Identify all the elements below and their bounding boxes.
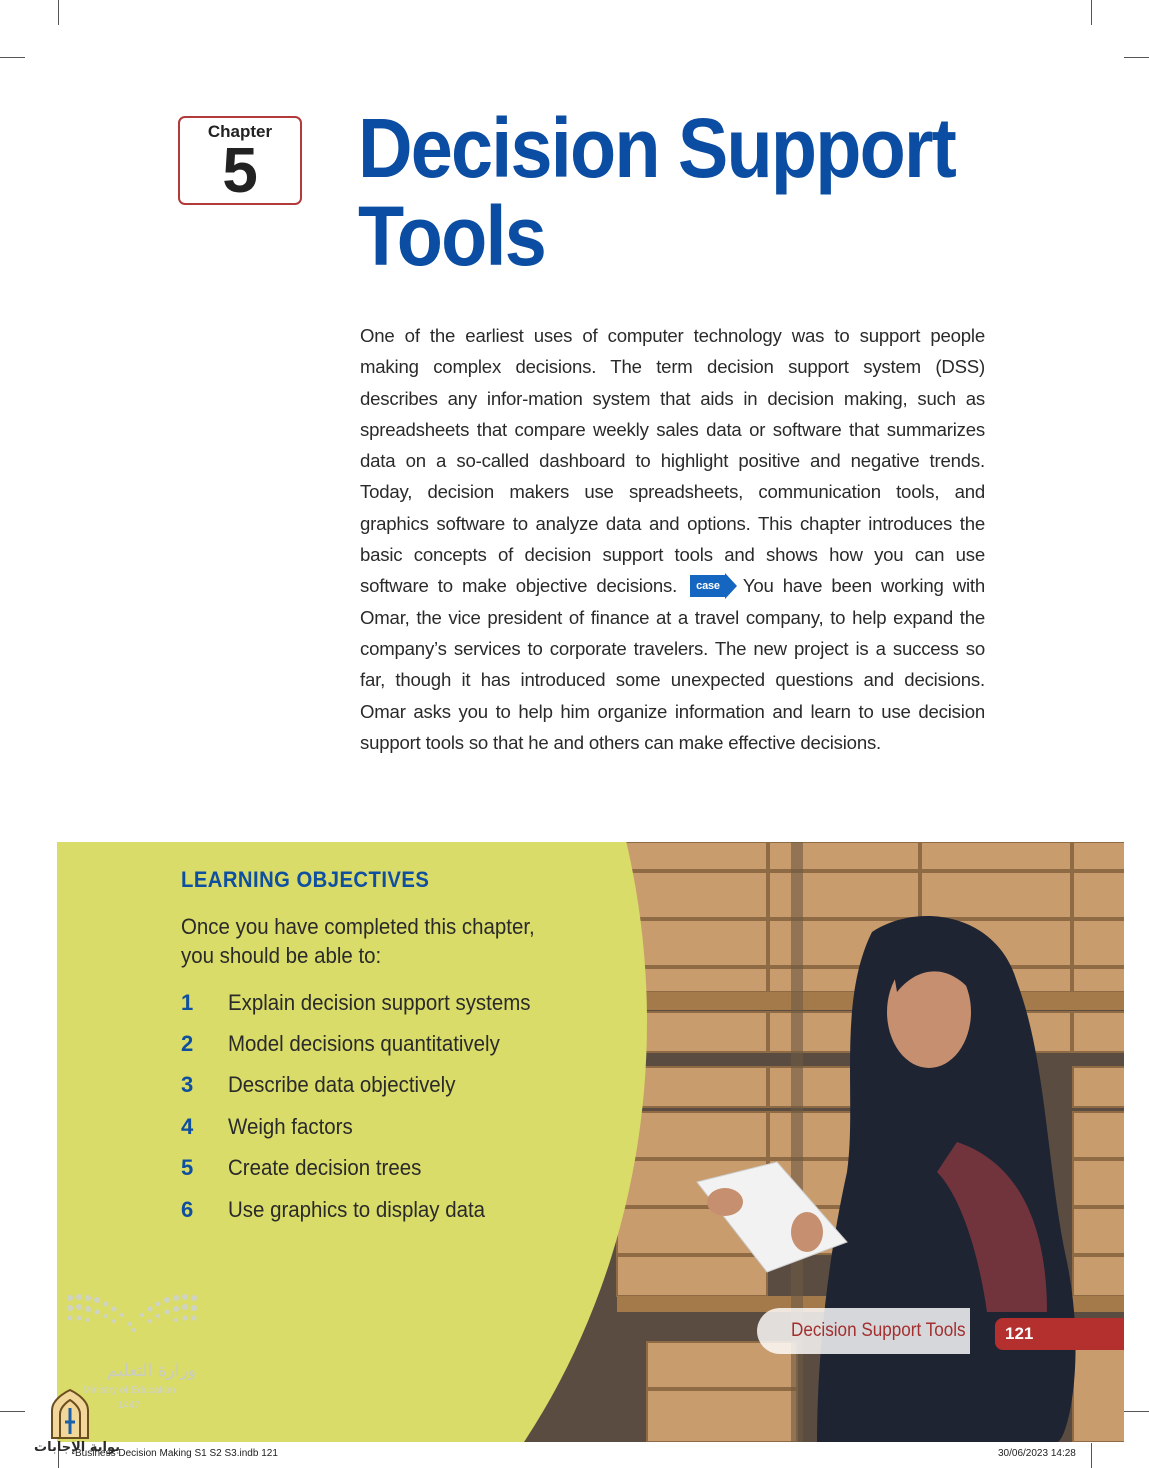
crop-mark [1124, 1411, 1149, 1412]
ministry-dots-icon [62, 1290, 202, 1336]
chapter-title [358, 101, 1006, 283]
chapter-title-line-1: Decision Support [358, 101, 956, 195]
learning-objectives-panel [57, 842, 1124, 1442]
case-badge-label: case [690, 575, 726, 597]
objective-number: 3 [181, 1072, 194, 1098]
page-number-tab [995, 1318, 1124, 1350]
objective-text: Create decision trees [228, 1155, 422, 1181]
case-arrow-icon [690, 575, 737, 597]
objective-item [181, 1023, 553, 1064]
crop-mark [0, 57, 25, 58]
intro-text-before: One of the earliest uses of computer technology was to support people making complex decisions. The term decision support system (DSS) describes any infor-mation system that aids in decision making, such as spreadsheets that compare weekly sales data or software that summarizes data on a so-called dashboard to highlight positive and negative trends. Today, decision makers use spreadsheets, communication tools, and graphics software to analyze data and options. This chapter introduces the basic concepts of decision support tools and shows how you can use software to make objective decisions. [360, 325, 985, 597]
chapter-badge [178, 116, 302, 205]
page-number: 121 [1005, 1324, 1034, 1343]
objective-text: Weigh factors [228, 1113, 353, 1139]
arrow-tip-icon [725, 573, 737, 599]
ministry-year: 1447 [117, 1400, 141, 1411]
footer-title: Decision Support Tools [791, 1320, 966, 1341]
intro-paragraph [360, 320, 985, 758]
objective-item [181, 1065, 553, 1106]
crop-mark [1091, 0, 1092, 25]
objective-item [181, 1189, 553, 1230]
footer-title-tab [757, 1308, 970, 1354]
gateway-watermark: بوابة الإجابات [34, 1440, 120, 1455]
objective-text: Model decisions quantitatively [228, 1031, 500, 1057]
learning-objectives-intro: Once you have completed this chapter, you should be able to: [181, 914, 535, 968]
objective-item [181, 982, 553, 1023]
learning-objectives-heading: LEARNING OBJECTIVES [181, 867, 430, 892]
objective-number: 2 [181, 1031, 194, 1057]
objective-text: Describe data objectively [228, 1072, 456, 1098]
slug-date: 30/06/2023 14:28 [998, 1448, 1076, 1459]
crop-mark [1091, 1443, 1092, 1468]
gateway-emblem-icon [46, 1388, 94, 1440]
slug-file: Business Decision Making S1 S2 S3.indb 121 [75, 1448, 278, 1459]
objective-number: 4 [181, 1113, 194, 1139]
objective-number: 1 [181, 989, 194, 1015]
chapter-number: 5 [222, 134, 258, 206]
intro-text-after: You have been working with Omar, the vice president of finance at a travel company, to help expand the company’s services to corporate travelers. The new project is a success so far, though it has introduced some unexpected questions and decisions. Omar asks you to help him organize information and learn to use decision support tools so that he and others can make effective decisions. [360, 575, 985, 753]
crop-mark [58, 0, 59, 25]
chapter-label: Chapter [207, 122, 273, 141]
learning-objectives-list [181, 982, 553, 1230]
ministry-english-name: Ministry of Education [82, 1385, 176, 1396]
objective-number: 6 [181, 1196, 194, 1222]
objective-text: Explain decision support systems [228, 989, 531, 1015]
ministry-arabic-name: وزارة التعليم [107, 1361, 196, 1381]
crop-mark [1124, 57, 1149, 58]
crop-mark [0, 1411, 25, 1412]
objective-number: 5 [181, 1155, 194, 1181]
objective-item [181, 1106, 553, 1147]
objective-item [181, 1148, 553, 1189]
objective-text: Use graphics to display data [228, 1196, 486, 1222]
chapter-title-line-2: Tools [358, 189, 545, 283]
